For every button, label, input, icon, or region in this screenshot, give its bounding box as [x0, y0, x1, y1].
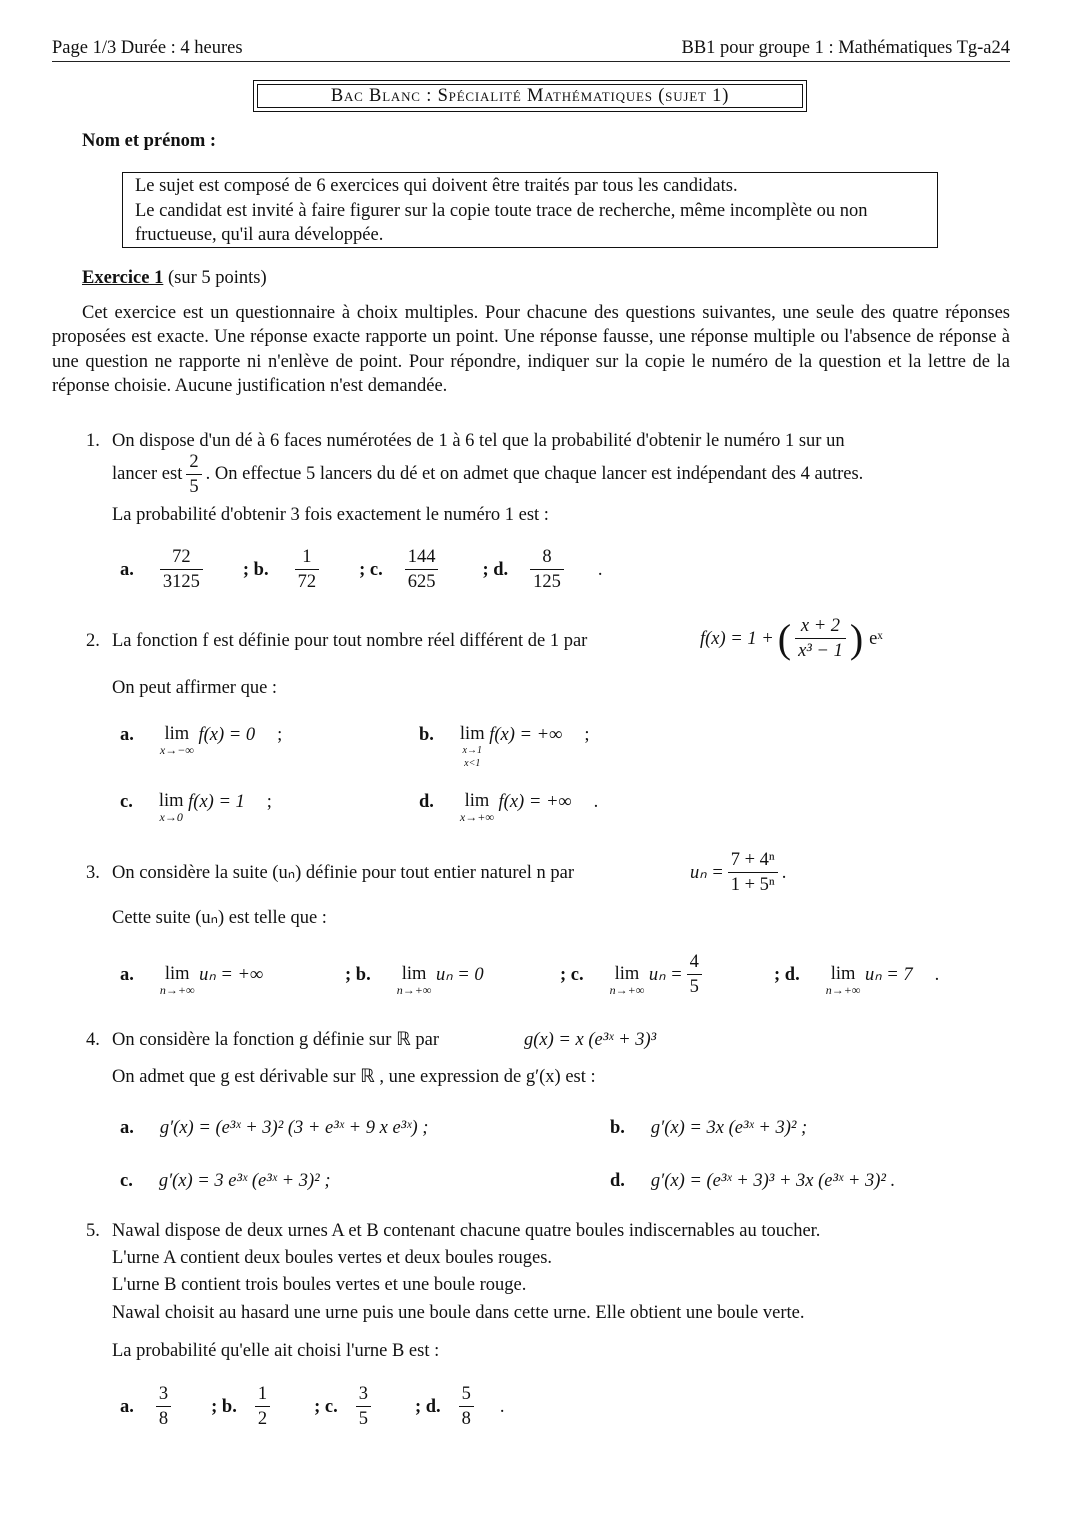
answer-expr: uₙ = 7 — [864, 965, 913, 985]
q2-answer-c — [120, 791, 272, 824]
answer-letter: b. — [610, 1118, 625, 1138]
formula-part: uₙ = — [690, 862, 724, 883]
q2-number: 2. — [86, 631, 100, 651]
limit-sub: n→+∞ — [825, 983, 861, 997]
denominator: 5 — [186, 474, 201, 499]
lim: lim — [830, 964, 856, 984]
limit-sub: x→0 — [159, 810, 183, 824]
q5-line: Nawal dispose de deux urnes A et B contenant chacune quatre boules indiscernables au toucher. — [112, 1221, 821, 1241]
numerator: 8 — [542, 547, 552, 567]
denominator: 2 — [255, 1406, 270, 1431]
limit-sub: n→+∞ — [609, 983, 645, 997]
q1-line2 — [112, 450, 863, 499]
answer-expr: f(x) = 0 — [198, 725, 256, 745]
lim: lim — [158, 791, 184, 811]
title-box — [253, 80, 807, 112]
header-right: BB1 pour groupe 1 : Mathématiques Tg-a24 — [681, 38, 1010, 58]
answer-letter: ; d. — [774, 965, 800, 985]
answer-letter: b. — [419, 725, 434, 745]
q5-line: Nawal choisit au hasard une urne puis une boule dans cette urne. Elle obtient une boule verte. — [112, 1303, 805, 1323]
limit — [460, 791, 494, 824]
answer-letter: d. — [419, 792, 434, 812]
page-title: Bac Blanc : Spécialité Mathématiques (sujet 1) — [257, 84, 803, 108]
answer-d-fraction — [530, 545, 564, 594]
numerator: 1 — [302, 547, 312, 567]
lim: lim — [464, 791, 490, 811]
limit-sub: n→+∞ — [396, 983, 432, 997]
answer-expr: uₙ = +∞ — [199, 965, 264, 985]
limit — [826, 964, 861, 997]
answer-expr: f(x) = 1 — [188, 792, 245, 812]
q4-function: g(x) = x (e³ˣ + 3)³ — [524, 1030, 657, 1050]
answer-end: ; — [266, 792, 272, 812]
denominator: 5 — [356, 1406, 371, 1431]
q3-prompt: Cette suite (uₙ) est telle que : — [112, 908, 327, 928]
answer-letter: ; c. — [314, 1396, 338, 1417]
paren-left: ( — [777, 615, 792, 661]
answer-letter: c. — [120, 792, 133, 812]
limit — [397, 964, 432, 997]
denominator: 72 — [295, 569, 320, 594]
q5-number: 5. — [86, 1221, 100, 1241]
instruction-line: Le candidat est invité à faire figurer sur la copie toute trace de recherche, même incomplète ou non fructueuse, qu'il aura développée. — [135, 200, 868, 245]
fraction — [728, 848, 778, 897]
answer-letter: d. — [610, 1171, 625, 1191]
fraction — [795, 614, 846, 663]
q3-sequence: uₙ = $\frac{\text{7 + 4ⁿ}}{\text{1 + 5ⁿ}}$ . — [690, 850, 787, 895]
q3-number: 3. — [86, 863, 100, 883]
answer-d-fraction — [459, 1382, 474, 1431]
answer-end: . — [593, 792, 599, 812]
q1-number: 1. — [86, 431, 100, 451]
answer-expr: uₙ = — [648, 965, 683, 985]
lim: lim — [164, 724, 190, 744]
limit — [159, 791, 184, 824]
paren-right: ) — [849, 615, 864, 661]
exercise-heading — [82, 267, 267, 289]
q4-number: 4. — [86, 1030, 100, 1050]
lim: lim — [459, 724, 485, 744]
answer-letter: ; c. — [359, 559, 383, 580]
answer-letter: ; b. — [242, 559, 269, 580]
exercise-intro: Cet exercice est un questionnaire à choix multiples. Pour chacune des questions suivantes, une seule des quatre réponses proposées est exacte. Une réponse exacte rapporte un point. Une réponse fausse, une réponse multiple ou l'absence de réponse à une question ne rapporte ni n'enlève de point. Pour répondre, indiquer sur la copie le numéro de la question et la lettre de la réponse choisie. Aucune justification n'est demandée. — [52, 303, 1010, 396]
numerator: 3 — [158, 1384, 169, 1404]
q2-answer-b — [419, 724, 589, 770]
q2-function — [700, 614, 883, 663]
q4-answer-d — [610, 1170, 895, 1192]
q2-answer-d — [419, 791, 598, 824]
denominator: x³ − 1 — [795, 638, 846, 663]
q2-text: La fonction f est définie pour tout nombre réel différent de 1 par — [112, 631, 588, 651]
q3-text: On considère la suite (uₙ) définie pour tout entier naturel n par — [112, 863, 575, 883]
numerator: 7 + 4ⁿ — [730, 850, 775, 870]
answer-expr: f(x) = +∞ — [489, 725, 563, 745]
answer-a-fraction — [156, 1382, 171, 1431]
numerator: x + 2 — [800, 616, 841, 636]
answer-expr: g′(x) = (e³ˣ + 3)³ + 3x (e³ˣ + 3)² . — [650, 1171, 896, 1191]
answer-letter: a. — [120, 1396, 134, 1417]
answer-b-fraction — [255, 1382, 270, 1431]
header-left: Page 1/3 Durée : 4 heures — [52, 38, 243, 58]
exercise-title: Exercice 1 — [82, 268, 164, 288]
answer-expr: f(x) = +∞ — [498, 792, 572, 812]
numerator: 144 — [407, 547, 436, 567]
answer-letter: ; d. — [482, 559, 509, 580]
limit — [460, 724, 485, 770]
answer-letter: ; d. — [414, 1396, 441, 1417]
limit-sub: n→+∞ — [159, 983, 195, 997]
fraction — [186, 450, 201, 499]
answer-end: . — [499, 1396, 505, 1417]
answer-letter: a. — [120, 725, 134, 745]
lim: lim — [164, 964, 190, 984]
header-rule — [52, 61, 1010, 62]
answer-end: ; — [584, 725, 590, 745]
answer-letter: ; b. — [345, 965, 371, 985]
limit-sub: x→1 — [462, 745, 482, 756]
answer-letter: c. — [120, 1171, 133, 1191]
answer-b-fraction — [295, 545, 320, 594]
answer-end: . — [597, 559, 603, 580]
answer-letter: a. — [120, 965, 134, 985]
q5-prompt: La probabilité qu'elle ait choisi l'urne B est : — [112, 1341, 440, 1361]
q2-answer-a — [120, 724, 282, 757]
answer-letter: a. — [120, 1118, 134, 1138]
q4-answer-b — [610, 1117, 807, 1139]
q4-answer-c — [120, 1170, 331, 1192]
name-label: Nom et prénom : — [82, 131, 217, 151]
answer-expr: g′(x) = 3 e³ˣ (e³ˣ + 3)² ; — [158, 1171, 331, 1191]
q4-text: On considère la fonction g définie sur ℝ par — [112, 1030, 439, 1050]
q5-line: L'urne B contient trois boules vertes et une boule rouge. — [112, 1275, 527, 1295]
limit — [610, 964, 645, 997]
answer-a-fraction — [160, 545, 203, 594]
formula-part: eˣ — [869, 628, 883, 649]
answer-expr: g′(x) = 3x (e³ˣ + 3)² ; — [650, 1118, 808, 1138]
q5-line: L'urne A contient deux boules vertes et deux boules rouges. — [112, 1248, 553, 1268]
lim: lim — [401, 964, 427, 984]
numerator: 3 — [358, 1384, 368, 1404]
answer-expr: g′(x) = (e³ˣ + 3)² (3 + e³ˣ + 9 x e³ˣ) ; — [159, 1118, 429, 1138]
numerator: 1 — [257, 1384, 268, 1404]
denominator: 8 — [459, 1406, 474, 1431]
limit-sub: x→+∞ — [459, 810, 494, 824]
formula-part: f(x) = 1 + — [700, 628, 774, 649]
exercise-points: (sur 5 points) — [167, 268, 267, 288]
limit — [160, 724, 194, 757]
q1-line1: On dispose d'un dé à 6 faces numérotées de 1 à 6 tel que la probabilité d'obtenir le numéro 1 sur un — [112, 431, 845, 451]
instructions-box — [122, 172, 938, 248]
denominator: 625 — [405, 569, 439, 594]
numerator: 4 — [689, 952, 699, 972]
limit — [160, 964, 195, 997]
numerator: 2 — [189, 452, 199, 472]
q1-answers — [120, 545, 603, 594]
answer-letter: ; c. — [560, 965, 584, 985]
q1-text: lancer est — [112, 463, 183, 484]
q1-prompt: La probabilité d'obtenir 3 fois exactement le numéro 1 est : — [112, 505, 549, 525]
q3-answer-d — [774, 964, 939, 997]
denominator: 1 + 5ⁿ — [728, 872, 778, 897]
answer-letter: a. — [120, 559, 134, 580]
answer-end: . — [934, 965, 940, 985]
q4-prompt: On admet que g est dérivable sur ℝ , une expression de g′(x) est : — [112, 1067, 596, 1087]
fraction — [687, 950, 702, 999]
limit-sub: x→−∞ — [159, 743, 194, 757]
numerator: 72 — [172, 547, 191, 567]
answer-c-fraction — [356, 1382, 371, 1431]
q5-answers — [120, 1382, 505, 1431]
denominator: 3125 — [160, 569, 203, 594]
limit-sub: x<1 — [464, 758, 481, 769]
q3-answer-b — [345, 964, 484, 997]
q2-prompt: On peut affirmer que : — [112, 678, 278, 698]
answer-expr: uₙ = 0 — [435, 965, 484, 985]
q3-answer-a — [120, 964, 263, 997]
numerator: 5 — [461, 1384, 471, 1404]
lim: lim — [614, 964, 640, 984]
q3-answer-c — [560, 950, 706, 999]
denominator: 5 — [687, 974, 702, 999]
q4-answer-a — [120, 1117, 428, 1139]
denominator: 125 — [530, 569, 564, 594]
answer-c-fraction — [405, 545, 439, 594]
q1-text: . On effectue 5 lancers du dé et on admet que chaque lancer est indépendant des 4 autres. — [205, 463, 864, 484]
answer-end: ; — [277, 725, 283, 745]
answer-letter: ; b. — [211, 1396, 237, 1417]
denominator: 8 — [156, 1406, 171, 1431]
instruction-line: Le sujet est composé de 6 exercices qui doivent être traités par tous les candidats. — [135, 176, 738, 196]
